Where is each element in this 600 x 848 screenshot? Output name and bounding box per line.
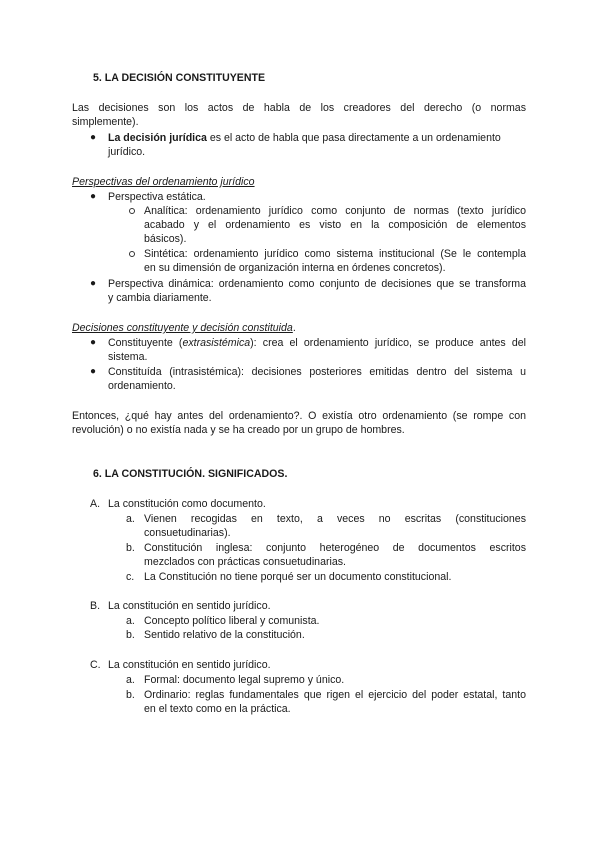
list-marker-b: b. bbox=[126, 689, 135, 701]
entonces-line-1: Entonces, ¿qué hay antes del ordenamiento?. O existía otro ordenamiento (se rompe con bbox=[72, 410, 526, 422]
decision-juridica-line-2: jurídico. bbox=[108, 146, 146, 158]
constituyente-term: Constituyente ( bbox=[108, 337, 183, 349]
analitica-line-1: Analítica: ordenamiento jurídico como conjunto de normas (texto jurídico bbox=[144, 205, 526, 217]
analitica-line-3: básicos). bbox=[144, 233, 187, 245]
perspectiva-estatica: Perspectiva estática. bbox=[108, 191, 206, 203]
item-B-b-line-1: Sentido relativo de la constitución. bbox=[144, 629, 305, 641]
bullet-icon: ● bbox=[90, 191, 97, 202]
bullet-icon: ● bbox=[90, 366, 97, 377]
constituyente-line-2: sistema. bbox=[108, 351, 148, 363]
analitica-line-2: acabado y el ordenamiento es visto en la composición de elementos bbox=[144, 219, 526, 231]
list-marker-b: b. bbox=[126, 542, 135, 554]
item-C-text: La constitución en sentido jurídico. bbox=[108, 659, 271, 671]
decisiones-heading-tail: . bbox=[292, 322, 296, 334]
decision-juridica-def: es el acto de habla que pasa directamente a un ordenamiento bbox=[206, 132, 501, 144]
perspectivas-heading: Perspectivas del ordenamiento jurídico bbox=[72, 176, 255, 188]
sintetica-line-2: en su dimensión de organización interna en órdenes concretos). bbox=[144, 262, 446, 274]
item-B-text: La constitución en sentido jurídico. bbox=[108, 600, 271, 612]
constituyente-def: ): crea el ordenamiento jurídico, se produce antes del bbox=[250, 337, 526, 349]
list-marker-B: B. bbox=[90, 600, 101, 612]
list-marker-A: A. bbox=[90, 498, 101, 510]
sintetica-line-1: Sintética: ordenamiento jurídico como sistema institucional (Se le contempla bbox=[144, 248, 526, 260]
item-A-b-line-2: mezclados con prácticas consuetudinarias. bbox=[144, 556, 346, 568]
constituyente-line-1 bbox=[108, 336, 526, 350]
item-A-text: La constitución como documento. bbox=[108, 498, 266, 510]
intro-line-2: simplemente). bbox=[72, 116, 139, 128]
item-B-a-line-1: Concepto político liberal y comunista. bbox=[144, 615, 320, 627]
entonces-line-2: revolución) o no existía nada y se ha creado por un grupo de hombres. bbox=[72, 424, 405, 436]
bullet-icon: ● bbox=[90, 278, 97, 289]
circle-bullet-icon bbox=[129, 251, 135, 257]
list-marker-C: C. bbox=[90, 659, 101, 671]
list-marker-c: c. bbox=[126, 571, 135, 583]
item-C-b-line-2: en el texto como en la práctica. bbox=[144, 703, 291, 715]
dinamica-line-2: y cambia diariamente. bbox=[108, 292, 212, 304]
bullet-icon: ● bbox=[90, 132, 97, 143]
decisiones-heading-line bbox=[72, 321, 296, 335]
list-marker-a: a. bbox=[126, 615, 135, 627]
intro-line-1: Las decisiones son los actos de habla de los creadores del derecho (o normas bbox=[72, 102, 526, 114]
item-A-b-line-1: Constitución inglesa: conjunto heterogéneo de documentos escritos bbox=[144, 542, 526, 554]
circle-bullet-icon bbox=[129, 208, 135, 214]
extrasistemica-term: extrasistémica bbox=[182, 337, 251, 349]
section-6-title: 6. LA CONSTITUCIÓN. SIGNIFICADOS. bbox=[93, 468, 288, 480]
constituida-line-2: ordenamiento. bbox=[108, 380, 176, 392]
dinamica-line-1: Perspectiva dinámica: ordenamiento como conjunto de decisiones que se transforma bbox=[108, 278, 526, 290]
list-marker-a: a. bbox=[126, 513, 135, 525]
decision-juridica-term: La decisión jurídica bbox=[108, 132, 207, 144]
constituida-line-1: Constituída (intrasistémica): decisiones posteriores emitidas dentro del sistema u bbox=[108, 366, 526, 378]
item-A-a-line-2: consuetudinarias). bbox=[144, 527, 231, 539]
list-marker-b: b. bbox=[126, 629, 135, 641]
section-5-title: 5. LA DECISIÓN CONSTITUYENTE bbox=[93, 72, 266, 84]
item-A-a-line-1: Vienen recogidas en texto, a veces no escritas (constituciones bbox=[144, 513, 526, 525]
list-marker-a: a. bbox=[126, 674, 135, 686]
decisiones-heading: Decisiones constituyente y decisión constituida bbox=[72, 322, 293, 334]
item-C-b-line-1: Ordinario: reglas fundamentales que rigen el ejercicio del poder estatal, tanto bbox=[144, 689, 526, 701]
item-C-a-line-1: Formal: documento legal supremo y único. bbox=[144, 674, 345, 686]
item-A-c-line-1: La Constitución no tiene porqué ser un documento constitucional. bbox=[144, 571, 452, 583]
decision-juridica-line-1 bbox=[108, 131, 501, 145]
bullet-icon: ● bbox=[90, 337, 97, 348]
